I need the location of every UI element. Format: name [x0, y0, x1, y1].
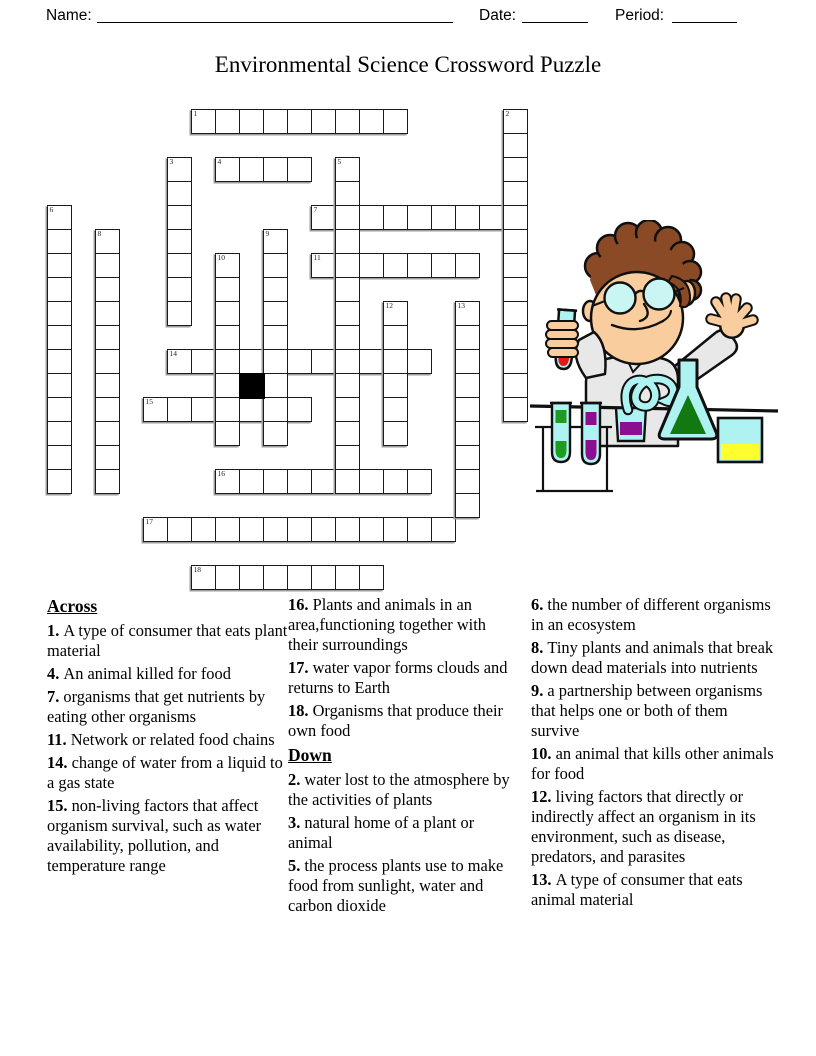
crossword-cell-5-down-7[interactable] — [336, 326, 359, 349]
crossword-cell-16-across-1[interactable] — [240, 470, 263, 493]
crossword-cell-1-across-7[interactable] — [360, 110, 383, 133]
crossword-cell-9-down-4[interactable] — [264, 326, 287, 349]
crossword-cell-5-down-5[interactable] — [336, 278, 359, 301]
crossword-black-cell — [239, 373, 265, 399]
crossword-cell-10-down-3[interactable] — [216, 326, 239, 349]
crossword-cell-2-down-6[interactable] — [504, 254, 527, 277]
clues-column-1 — [47, 595, 288, 879]
crossword-cell-5-down-12[interactable] — [336, 446, 359, 469]
crossword-cell-14-across-0[interactable] — [168, 350, 191, 373]
crossword-cell-8-down-7[interactable] — [96, 398, 119, 421]
crossword-cell-12-down-0[interactable] — [384, 302, 407, 325]
cell-number: 13 — [457, 301, 465, 310]
crossword-cell-11-across-5[interactable] — [432, 254, 455, 277]
crossword-cell-15-across-1[interactable] — [168, 398, 191, 421]
crossword-cell-9-down-6[interactable] — [264, 374, 287, 397]
crossword-cell-3-down-6[interactable] — [168, 302, 191, 325]
cell-number: 6 — [49, 205, 54, 214]
crossword-cell-2-down-8[interactable] — [504, 302, 527, 325]
clue-12: 12. living factors that directly or indirectly affect an organism in its environment, such as disease, predators, and parasites — [531, 787, 756, 866]
crossword-cell-16-across-4[interactable] — [312, 470, 335, 493]
crossword-cell-13-down-4[interactable] — [456, 398, 479, 421]
crossword-cell-6-down-7[interactable] — [48, 374, 71, 397]
cell-number: 12 — [385, 301, 393, 310]
crossword-cell-14-across-6[interactable] — [312, 350, 335, 373]
crossword-cell-17-across-10[interactable] — [384, 518, 407, 541]
clue-16: 16. Plants and animals in an area,functioning together with their surroundings — [288, 595, 486, 654]
crossword-cell-16-across-7[interactable] — [384, 470, 407, 493]
clue-5: 5. the process plants use to make food from sunlight, water and carbon dioxide — [288, 856, 504, 915]
crossword-cell-1-across-8[interactable] — [384, 110, 407, 133]
rack-test-tube-green — [550, 403, 572, 462]
crossword-cell-6-down-10[interactable] — [48, 446, 71, 469]
crossword-cell-17-across-6[interactable] — [288, 518, 311, 541]
crossword-cell-7-across-2[interactable] — [360, 206, 383, 229]
clues-column-2 — [288, 595, 518, 919]
crossword-word-6-down — [47, 205, 73, 495]
clue-17: 17. water vapor forms clouds and returns to Earth — [288, 658, 508, 697]
crossword-cell-16-across-2[interactable] — [264, 470, 287, 493]
crossword-cell-15-across-2[interactable] — [192, 398, 215, 421]
cell-number: 18 — [193, 565, 201, 574]
cell-number: 2 — [505, 109, 510, 118]
crossword-cell-8-down-3[interactable] — [96, 302, 119, 325]
crossword-cell-2-down-12[interactable] — [504, 398, 527, 421]
crossword-cell-17-across-5[interactable] — [264, 518, 287, 541]
crossword-cell-9-down-3[interactable] — [264, 302, 287, 325]
crossword-cell-15-across-4[interactable] — [240, 398, 263, 421]
cell-number: 3 — [169, 157, 174, 166]
crossword-cell-8-down-2[interactable] — [96, 278, 119, 301]
crossword-cell-4-across-0[interactable] — [216, 158, 239, 181]
crossword-cell-1-across-4[interactable] — [288, 110, 311, 133]
crossword-cell-8-down-9[interactable] — [96, 446, 119, 469]
crossword-cell-9-down-2[interactable] — [264, 278, 287, 301]
crossword-word-8-down — [95, 229, 121, 495]
crossword-cell-5-down-11[interactable] — [336, 422, 359, 445]
cell-number: 9 — [265, 229, 270, 238]
crossword-cell-16-across-0[interactable] — [216, 470, 239, 493]
crossword-cell-17-across-3[interactable] — [216, 518, 239, 541]
crossword-cell-17-across-12[interactable] — [432, 518, 455, 541]
across-heading: Across — [47, 596, 98, 616]
crossword-cell-6-down-1[interactable] — [48, 230, 71, 253]
clue-4: 4. An animal killed for food — [47, 664, 231, 683]
crossword-cell-17-across-2[interactable] — [192, 518, 215, 541]
crossword-cell-11-across-3[interactable] — [384, 254, 407, 277]
crossword-cell-5-down-10[interactable] — [336, 398, 359, 421]
name-label: Name: — [46, 7, 92, 24]
crossword-cell-13-down-0[interactable] — [456, 302, 479, 325]
crossword-cell-2-down-9[interactable] — [504, 326, 527, 349]
cell-number: 15 — [145, 397, 153, 406]
yellow-beaker-icon — [718, 418, 762, 462]
crossword-cell-14-across-10[interactable] — [408, 350, 431, 373]
crossword-cell-7-across-0[interactable] — [312, 206, 335, 229]
crossword-cell-9-down-8[interactable] — [264, 422, 287, 445]
crossword-cell-8-down-0[interactable] — [96, 230, 119, 253]
crossword-cell-6-down-6[interactable] — [48, 350, 71, 373]
crossword-cell-17-across-8[interactable] — [336, 518, 359, 541]
crossword-cell-12-down-5[interactable] — [384, 422, 407, 445]
crossword-word-5-down — [335, 157, 361, 495]
crossword-cell-13-down-2[interactable] — [456, 350, 479, 373]
crossword-cell-3-down-1[interactable] — [168, 182, 191, 205]
crossword-cell-14-across-5[interactable] — [288, 350, 311, 373]
crossword-cell-6-down-9[interactable] — [48, 422, 71, 445]
crossword-cell-5-down-4[interactable] — [336, 254, 359, 277]
crossword-cell-7-across-4[interactable] — [408, 206, 431, 229]
crossword-cell-5-down-1[interactable] — [336, 182, 359, 205]
crossword-word-13-down — [455, 301, 481, 519]
crossword-cell-13-down-8[interactable] — [456, 494, 479, 517]
crossword-cell-13-down-6[interactable] — [456, 446, 479, 469]
crossword-cell-8-down-1[interactable] — [96, 254, 119, 277]
crossword-cell-2-down-5[interactable] — [504, 230, 527, 253]
crossword-word-2-down — [503, 109, 529, 423]
cell-number: 4 — [217, 157, 222, 166]
crossword-cell-14-across-1[interactable] — [192, 350, 215, 373]
cell-number: 5 — [337, 157, 342, 166]
period-label: Period: — [615, 7, 665, 24]
crossword-cell-18-across-7[interactable] — [360, 566, 383, 589]
cell-number: 16 — [217, 469, 225, 478]
crossword-cell-3-down-4[interactable] — [168, 254, 191, 277]
crossword-word-1-across — [191, 109, 409, 135]
crossword-cell-9-down-1[interactable] — [264, 254, 287, 277]
crossword-cell-11-across-2[interactable] — [360, 254, 383, 277]
crossword-cell-3-down-2[interactable] — [168, 206, 191, 229]
crossword-cell-7-across-7[interactable] — [480, 206, 503, 229]
clue-7: 7. organisms that get nutrients by eating other organisms — [47, 687, 266, 726]
crossword-cell-18-across-1[interactable] — [216, 566, 239, 589]
crossword-cell-17-across-4[interactable] — [240, 518, 263, 541]
crossword-cell-12-down-4[interactable] — [384, 398, 407, 421]
crossword-cell-9-down-7[interactable] — [264, 398, 287, 421]
crossword-cell-10-down-0[interactable] — [216, 254, 239, 277]
crossword-cell-6-down-5[interactable] — [48, 326, 71, 349]
crossword-cell-11-across-6[interactable] — [456, 254, 479, 277]
crossword-cell-14-across-8[interactable] — [360, 350, 383, 373]
crossword-cell-17-across-9[interactable] — [360, 518, 383, 541]
crossword-cell-7-across-5[interactable] — [432, 206, 455, 229]
crossword-cell-8-down-8[interactable] — [96, 422, 119, 445]
crossword-cell-5-down-9[interactable] — [336, 374, 359, 397]
crossword-cell-10-down-4[interactable] — [216, 350, 239, 373]
cell-number: 8 — [97, 229, 102, 238]
crossword-cell-1-across-0[interactable] — [192, 110, 215, 133]
crossword-cell-2-down-1[interactable] — [504, 134, 527, 157]
crossword-cell-8-down-10[interactable] — [96, 470, 119, 493]
crossword-cell-2-down-10[interactable] — [504, 350, 527, 373]
crossword-cell-2-down-4[interactable] — [504, 206, 527, 229]
rack-test-tube-purple — [580, 403, 602, 464]
crossword-cell-3-down-3[interactable] — [168, 230, 191, 253]
clue-13: 13. A type of consumer that eats animal material — [531, 870, 743, 909]
crossword-cell-10-down-2[interactable] — [216, 302, 239, 325]
crossword-cell-15-across-6[interactable] — [288, 398, 311, 421]
crossword-cell-10-down-7[interactable] — [216, 422, 239, 445]
crossword-cell-4-across-2[interactable] — [264, 158, 287, 181]
cell-number: 10 — [217, 253, 225, 262]
crossword-cell-3-down-0[interactable] — [168, 158, 191, 181]
crossword-cell-11-across-4[interactable] — [408, 254, 431, 277]
crossword-cell-2-down-3[interactable] — [504, 182, 527, 205]
crossword-cell-13-down-7[interactable] — [456, 470, 479, 493]
crossword-cell-18-across-6[interactable] — [336, 566, 359, 589]
crossword-cell-6-down-0[interactable] — [48, 206, 71, 229]
crossword-cell-14-across-3[interactable] — [240, 350, 263, 373]
cell-number: 17 — [145, 517, 153, 526]
crossword-cell-5-down-13[interactable] — [336, 470, 359, 493]
crossword-cell-9-down-0[interactable] — [264, 230, 287, 253]
crossword-cell-2-down-2[interactable] — [504, 158, 527, 181]
crossword-cell-8-down-6[interactable] — [96, 374, 119, 397]
crossword-cell-13-down-1[interactable] — [456, 326, 479, 349]
crossword-cell-5-down-2[interactable] — [336, 206, 359, 229]
crossword-word-18-across — [191, 565, 385, 591]
clue-11: 11. Network or related food chains — [47, 730, 275, 749]
scientist-right-arm-sleeve — [576, 332, 606, 378]
crossword-cell-10-down-5[interactable] — [216, 374, 239, 397]
clue-14: 14. change of water from a liquid to a gas state — [47, 753, 283, 792]
crossword-cell-2-down-11[interactable] — [504, 374, 527, 397]
crossword-cell-6-down-8[interactable] — [48, 398, 71, 421]
crossword-cell-17-across-1[interactable] — [168, 518, 191, 541]
crossword-word-16-across — [215, 469, 433, 495]
crossword-cell-1-across-3[interactable] — [264, 110, 287, 133]
crossword-cell-6-down-3[interactable] — [48, 278, 71, 301]
crossword-cell-12-down-2[interactable] — [384, 350, 407, 373]
crossword-cell-15-across-0[interactable] — [144, 398, 167, 421]
cell-number: 1 — [193, 109, 198, 118]
crossword-cell-12-down-3[interactable] — [384, 374, 407, 397]
date-label: Date: — [479, 7, 517, 24]
crossword-cell-16-across-3[interactable] — [288, 470, 311, 493]
crossword-cell-7-across-3[interactable] — [384, 206, 407, 229]
crossword-cell-2-down-0[interactable] — [504, 110, 527, 133]
crossword-cell-6-down-4[interactable] — [48, 302, 71, 325]
clue-15: 15. non-living factors that affect organism survival, such as water availability, pollution, and temperature range — [47, 796, 262, 875]
crossword-cell-2-down-7[interactable] — [504, 278, 527, 301]
clue-1: 1. A type of consumer that eats plant material — [47, 621, 288, 660]
crossword-cell-5-down-8[interactable] — [336, 350, 359, 373]
crossword-cell-18-across-3[interactable] — [264, 566, 287, 589]
crossword-cell-1-across-1[interactable] — [216, 110, 239, 133]
cell-number: 11 — [313, 253, 321, 262]
crossword-cell-1-across-2[interactable] — [240, 110, 263, 133]
crossword-cell-4-across-3[interactable] — [288, 158, 311, 181]
crossword-cell-16-across-6[interactable] — [360, 470, 383, 493]
crossword-cell-6-down-2[interactable] — [48, 254, 71, 277]
crossword-cell-1-across-6[interactable] — [336, 110, 359, 133]
crossword-cell-1-across-5[interactable] — [312, 110, 335, 133]
crossword-cell-9-down-5[interactable] — [264, 350, 287, 373]
scientist-illustration — [528, 220, 780, 496]
clue-3: 3. natural home of a plant or animal — [288, 813, 475, 852]
crossword-cell-18-across-2[interactable] — [240, 566, 263, 589]
crossword-cell-18-across-4[interactable] — [288, 566, 311, 589]
crossword-word-12-down — [383, 301, 409, 447]
page-title: Environmental Science Crossword Puzzle — [214, 52, 602, 77]
cell-number: 14 — [169, 349, 177, 358]
crossword-cell-17-across-11[interactable] — [408, 518, 431, 541]
crossword-cell-13-down-5[interactable] — [456, 422, 479, 445]
crossword-cell-8-down-4[interactable] — [96, 326, 119, 349]
crossword-word-17-across — [143, 517, 457, 543]
crossword-cell-5-down-6[interactable] — [336, 302, 359, 325]
clue-2: 2. water lost to the atmosphere by the activities of plants — [288, 770, 510, 809]
crossword-cell-8-down-5[interactable] — [96, 350, 119, 373]
cell-number: 7 — [313, 205, 318, 214]
clue-8: 8. Tiny plants and animals that break down dead materials into nutrients — [531, 638, 774, 677]
crossword-cell-17-across-0[interactable] — [144, 518, 167, 541]
scientist-fist — [546, 321, 578, 357]
crossword-cell-13-down-3[interactable] — [456, 374, 479, 397]
clue-6: 6. the number of different organisms in an ecosystem — [531, 595, 771, 634]
crossword-cell-10-down-6[interactable] — [216, 398, 239, 421]
crossword-word-3-down — [167, 157, 193, 327]
crossword-cell-11-across-0[interactable] — [312, 254, 335, 277]
clue-9: 9. a partnership between organisms that helps one or both of them survive — [531, 681, 763, 740]
crossword-cell-18-across-0[interactable] — [192, 566, 215, 589]
clue-10: 10. an animal that kills other animals for food — [531, 744, 774, 783]
clue-18: 18. Organisms that produce their own food — [288, 701, 504, 740]
crossword-cell-16-across-8[interactable] — [408, 470, 431, 493]
crossword-cell-17-across-7[interactable] — [312, 518, 335, 541]
crossword-cell-10-down-1[interactable] — [216, 278, 239, 301]
crossword-cell-6-down-11[interactable] — [48, 470, 71, 493]
crossword-cell-12-down-1[interactable] — [384, 326, 407, 349]
crossword-word-10-down — [215, 253, 241, 447]
crossword-cell-5-down-0[interactable] — [336, 158, 359, 181]
crossword-cell-5-down-3[interactable] — [336, 230, 359, 253]
clues-column-3 — [531, 595, 774, 913]
crossword-cell-4-across-1[interactable] — [240, 158, 263, 181]
crossword-cell-18-across-5[interactable] — [312, 566, 335, 589]
crossword-word-9-down — [263, 229, 289, 447]
down-heading: Down — [288, 745, 332, 765]
crossword-word-4-across — [215, 157, 313, 183]
crossword-cell-7-across-6[interactable] — [456, 206, 479, 229]
crossword-cell-3-down-5[interactable] — [168, 278, 191, 301]
